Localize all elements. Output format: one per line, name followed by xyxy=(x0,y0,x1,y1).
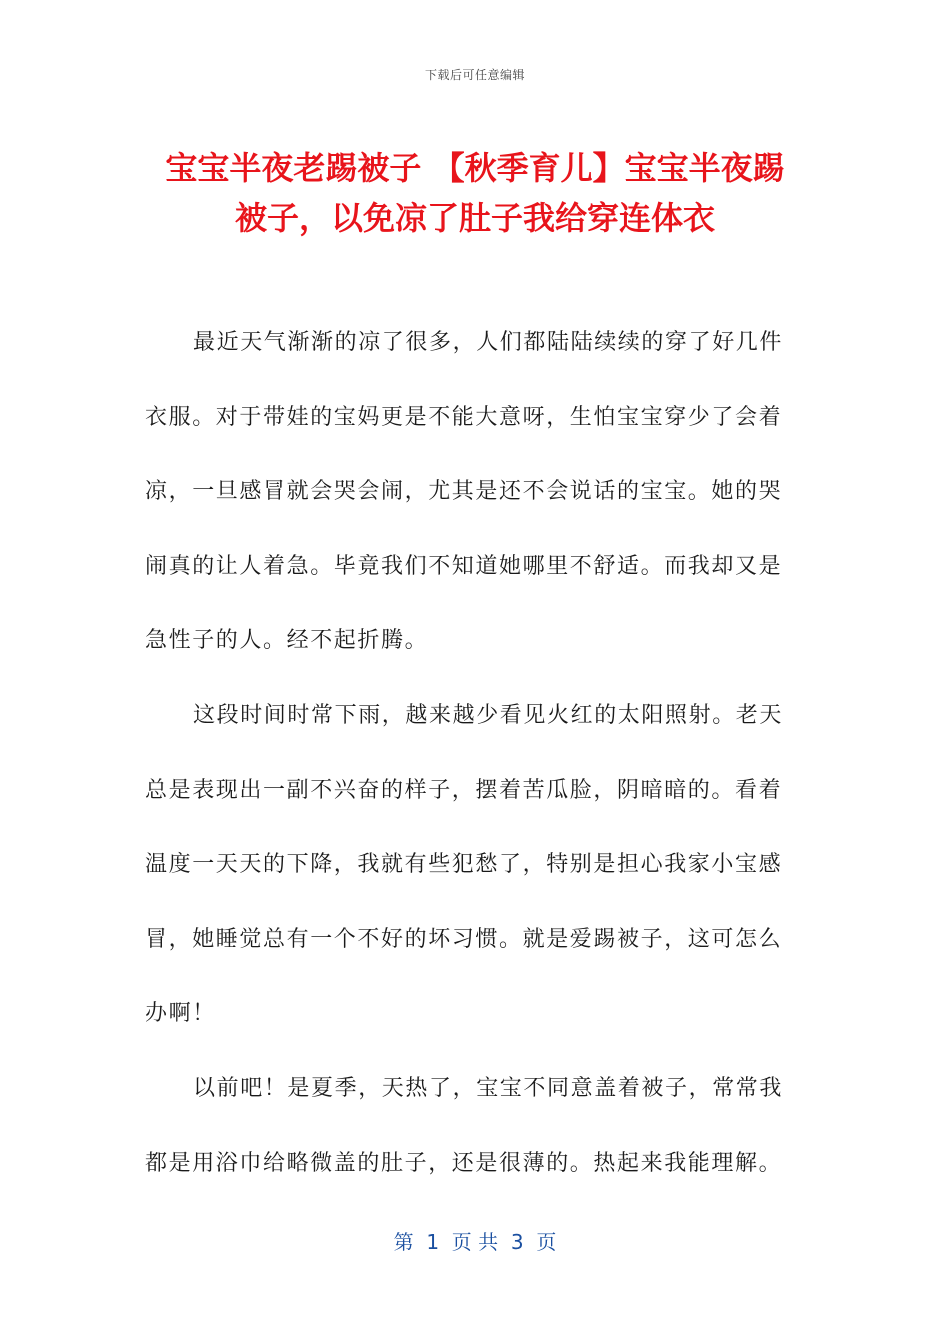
paragraph-line: 衣服。对于带娃的宝妈更是不能大意呀，生怕宝宝穿少了会着 xyxy=(145,404,783,430)
paragraph-line: 以前吧！是夏季，天热了，宝宝不同意盖着被子，常常我 xyxy=(193,1075,784,1101)
document-body xyxy=(145,306,805,1201)
paragraph-line: 冒，她睡觉总有一个不好的坏习惯。就是爱踢被子，这可怎么 xyxy=(145,926,783,952)
paragraph-line: 急性子的人。经不起折腾。 xyxy=(145,628,429,654)
document-title-line-2: 被子，以免凉了肚子我给穿连体衣 xyxy=(234,199,715,237)
paragraph-3 xyxy=(145,1052,805,1201)
paragraph-line: 这段时间时常下雨，越来越少看见火红的太阳照射。老天 xyxy=(193,702,784,728)
paragraph-1 xyxy=(145,306,805,679)
paragraph-line: 总是表现出一副不兴奋的样子，摆着苦瓜脸，阴暗暗的。看着 xyxy=(145,777,783,803)
page-header-note: 下载后可任意编辑 xyxy=(424,68,525,82)
document-title xyxy=(120,143,830,243)
paragraph-line: 都是用浴巾给略微盖的肚子，还是很薄的。热起来我能理解。 xyxy=(145,1150,783,1176)
paragraph-line: 温度一天天的下降，我就有些犯愁了，特别是担心我家小宝感 xyxy=(145,852,783,878)
document-title-line-1: 宝宝半夜老踢被子 【秋季育儿】宝宝半夜踢 xyxy=(165,149,785,187)
page-number-footer: 第 1 页 共 3 页 xyxy=(393,1230,557,1254)
paragraph-line: 闹真的让人着急。毕竟我们不知道她哪里不舒适。而我却又是 xyxy=(145,553,783,579)
paragraph-line: 最近天气渐渐的凉了很多，人们都陆陆续续的穿了好几件 xyxy=(193,330,784,355)
paragraph-2 xyxy=(145,679,805,1052)
paragraph-line: 凉，一旦感冒就会哭会闹，尤其是还不会说话的宝宝。她的哭 xyxy=(145,479,783,505)
paragraph-line: 办啊！ xyxy=(145,1001,216,1027)
